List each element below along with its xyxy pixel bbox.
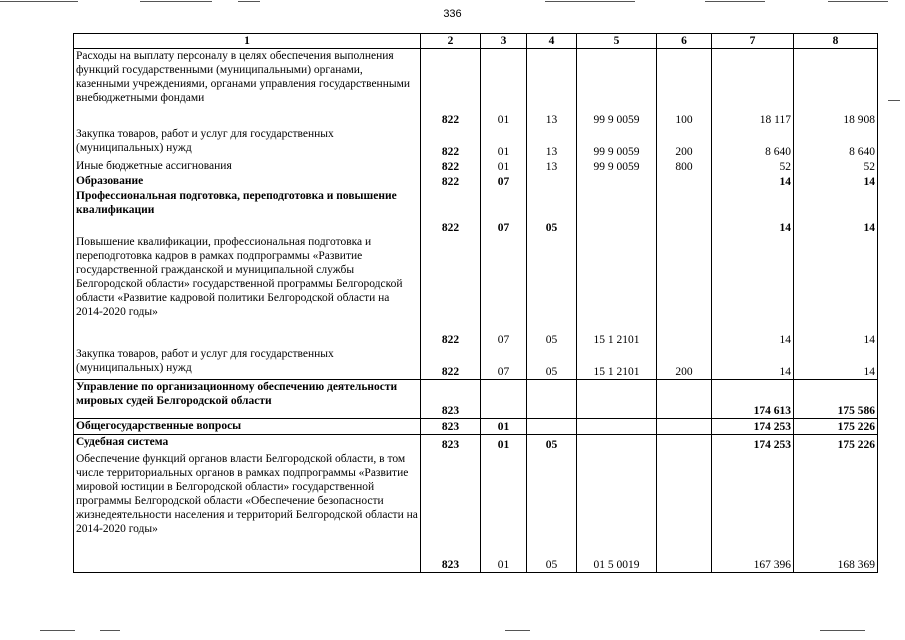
row-name-cell: Повышение квалификации, профессиональная подготовка и переподготовка кадров в рамках подпрограммы «Развитие государственной гражданской и муниципальной службы Белгородской области» государственной программы Белгородской области «Развитие кадровой политики Белгородской области на 2014-2020 годы» (74, 235, 421, 347)
grbs-code-cell: 822 (421, 49, 481, 128)
grbs-code-cell: 822 (421, 189, 481, 235)
amount-year2-cell: 14 (794, 189, 878, 235)
amount-year2-cell: 168 369 (794, 452, 878, 573)
amount-year2-cell: 8 640 (794, 127, 878, 159)
amount-year2-cell: 175 226 (794, 419, 878, 435)
subsection-code-cell (527, 380, 577, 419)
section-code-cell: 01 (481, 419, 527, 435)
scan-artifact-line (888, 100, 900, 101)
table-row (74, 419, 878, 435)
section-code-cell: 07 (481, 347, 527, 380)
scan-artifact-line (705, 1, 765, 2)
expense-type-cell: 200 (657, 127, 712, 159)
amount-year1-cell: 18 117 (712, 49, 794, 128)
section-code-cell: 01 (481, 159, 527, 174)
table-row (74, 127, 878, 159)
table-row (74, 380, 878, 419)
amount-year2-cell: 18 908 (794, 49, 878, 128)
row-name-cell: Закупка товаров, работ и услуг для государственных (муниципальных) нужд (74, 127, 421, 159)
subsection-code-cell: 13 (527, 159, 577, 174)
subsection-code-cell: 05 (527, 347, 577, 380)
subsection-code-cell: 05 (527, 452, 577, 573)
grbs-code-cell: 823 (421, 452, 481, 573)
amount-year2-cell: 175 586 (794, 380, 878, 419)
column-header: 2 (421, 34, 481, 49)
table-row (74, 452, 878, 573)
section-code-cell: 01 (481, 127, 527, 159)
target-article-cell: 99 9 0059 (577, 159, 657, 174)
table-header-row (74, 34, 878, 49)
subsection-code-cell (527, 419, 577, 435)
expense-type-cell (657, 235, 712, 347)
table-row (74, 174, 878, 189)
column-header: 8 (794, 34, 878, 49)
expense-type-cell (657, 380, 712, 419)
expense-type-cell (657, 452, 712, 573)
expense-type-cell: 200 (657, 347, 712, 380)
expense-type-cell (657, 435, 712, 453)
target-article-cell (577, 380, 657, 419)
target-article-cell (577, 435, 657, 453)
row-name-cell: Обеспечение функций органов власти Белгородской области, в том числе территориальных органов в рамках подпрограммы «Развитие мировой юстиции в Белгородской области» государственной программы Белгородской области «Обеспечение безопасности жизнедеятельности населения и территорий Белгородской области на 2014-2020 годы» (74, 452, 421, 573)
grbs-code-cell: 822 (421, 127, 481, 159)
scan-artifact-line (100, 630, 120, 631)
expense-type-cell (657, 174, 712, 189)
target-article-cell (577, 419, 657, 435)
amount-year1-cell: 174 253 (712, 419, 794, 435)
expense-type-cell (657, 189, 712, 235)
subsection-code-cell: 13 (527, 127, 577, 159)
target-article-cell: 99 9 0059 (577, 49, 657, 128)
amount-year2-cell: 14 (794, 235, 878, 347)
row-name-cell: Профессиональная подготовка, переподготовка и повышение квалификации (74, 189, 421, 235)
amount-year1-cell: 174 253 (712, 435, 794, 453)
target-article-cell: 15 1 2101 (577, 235, 657, 347)
row-name-cell: Судебная система (74, 435, 421, 453)
column-header: 5 (577, 34, 657, 49)
row-name-cell: Образование (74, 174, 421, 189)
row-name-cell: Иные бюджетные ассигнования (74, 159, 421, 174)
target-article-cell: 15 1 2101 (577, 347, 657, 380)
subsection-code-cell (527, 174, 577, 189)
target-article-cell: 99 9 0059 (577, 127, 657, 159)
scan-artifact-line (0, 1, 78, 2)
scan-artifact-line (238, 1, 260, 2)
table-row (74, 189, 878, 235)
row-name-cell: Управление по организационному обеспечению деятельности мировых судей Белгородской области (74, 380, 421, 419)
scan-artifact-line (505, 630, 530, 631)
column-header: 4 (527, 34, 577, 49)
section-code-cell: 01 (481, 452, 527, 573)
scan-artifact-line (140, 1, 212, 2)
subsection-code-cell: 13 (527, 49, 577, 128)
amount-year1-cell: 14 (712, 235, 794, 347)
column-header: 3 (481, 34, 527, 49)
table-row (74, 49, 878, 128)
grbs-code-cell: 823 (421, 380, 481, 419)
scan-artifact-line (545, 1, 635, 2)
table-row (74, 159, 878, 174)
amount-year1-cell: 8 640 (712, 127, 794, 159)
scan-artifact-line (820, 630, 865, 631)
grbs-code-cell: 823 (421, 419, 481, 435)
scan-artifact-line (40, 630, 75, 631)
grbs-code-cell: 822 (421, 174, 481, 189)
amount-year2-cell: 14 (794, 174, 878, 189)
grbs-code-cell: 822 (421, 159, 481, 174)
expense-type-cell: 100 (657, 49, 712, 128)
page-number: 336 (443, 8, 462, 20)
amount-year1-cell: 52 (712, 159, 794, 174)
subsection-code-cell: 05 (527, 189, 577, 235)
section-code-cell: 07 (481, 189, 527, 235)
expense-type-cell: 800 (657, 159, 712, 174)
target-article-cell (577, 189, 657, 235)
row-name-cell: Закупка товаров, работ и услуг для государственных (муниципальных) нужд (74, 347, 421, 380)
column-header: 6 (657, 34, 712, 49)
section-code-cell (481, 380, 527, 419)
section-code-cell: 01 (481, 49, 527, 128)
amount-year1-cell: 14 (712, 189, 794, 235)
amount-year1-cell: 14 (712, 174, 794, 189)
grbs-code-cell: 823 (421, 435, 481, 453)
column-header: 7 (712, 34, 794, 49)
table-row (74, 347, 878, 380)
column-header: 1 (74, 34, 421, 49)
target-article-cell (577, 174, 657, 189)
table-row (74, 235, 878, 347)
subsection-code-cell: 05 (527, 235, 577, 347)
amount-year2-cell: 175 226 (794, 435, 878, 453)
amount-year1-cell: 14 (712, 347, 794, 380)
scan-artifact-line (828, 1, 888, 2)
expense-type-cell (657, 419, 712, 435)
amount-year2-cell: 52 (794, 159, 878, 174)
row-name-cell: Общегосударственные вопросы (74, 419, 421, 435)
budget-table (73, 33, 878, 573)
grbs-code-cell: 822 (421, 235, 481, 347)
section-code-cell: 07 (481, 174, 527, 189)
section-code-cell: 07 (481, 235, 527, 347)
amount-year2-cell: 14 (794, 347, 878, 380)
amount-year1-cell: 167 396 (712, 452, 794, 573)
amount-year1-cell: 174 613 (712, 380, 794, 419)
subsection-code-cell: 05 (527, 435, 577, 453)
grbs-code-cell: 822 (421, 347, 481, 380)
row-name-cell: Расходы на выплату персоналу в целях обеспечения выполнения функций государственными (муниципальными) органами, казенными учреждениями, органами управления государственными внебюджетными фондами (74, 49, 421, 128)
target-article-cell: 01 5 0019 (577, 452, 657, 573)
table-row (74, 435, 878, 453)
section-code-cell: 01 (481, 435, 527, 453)
